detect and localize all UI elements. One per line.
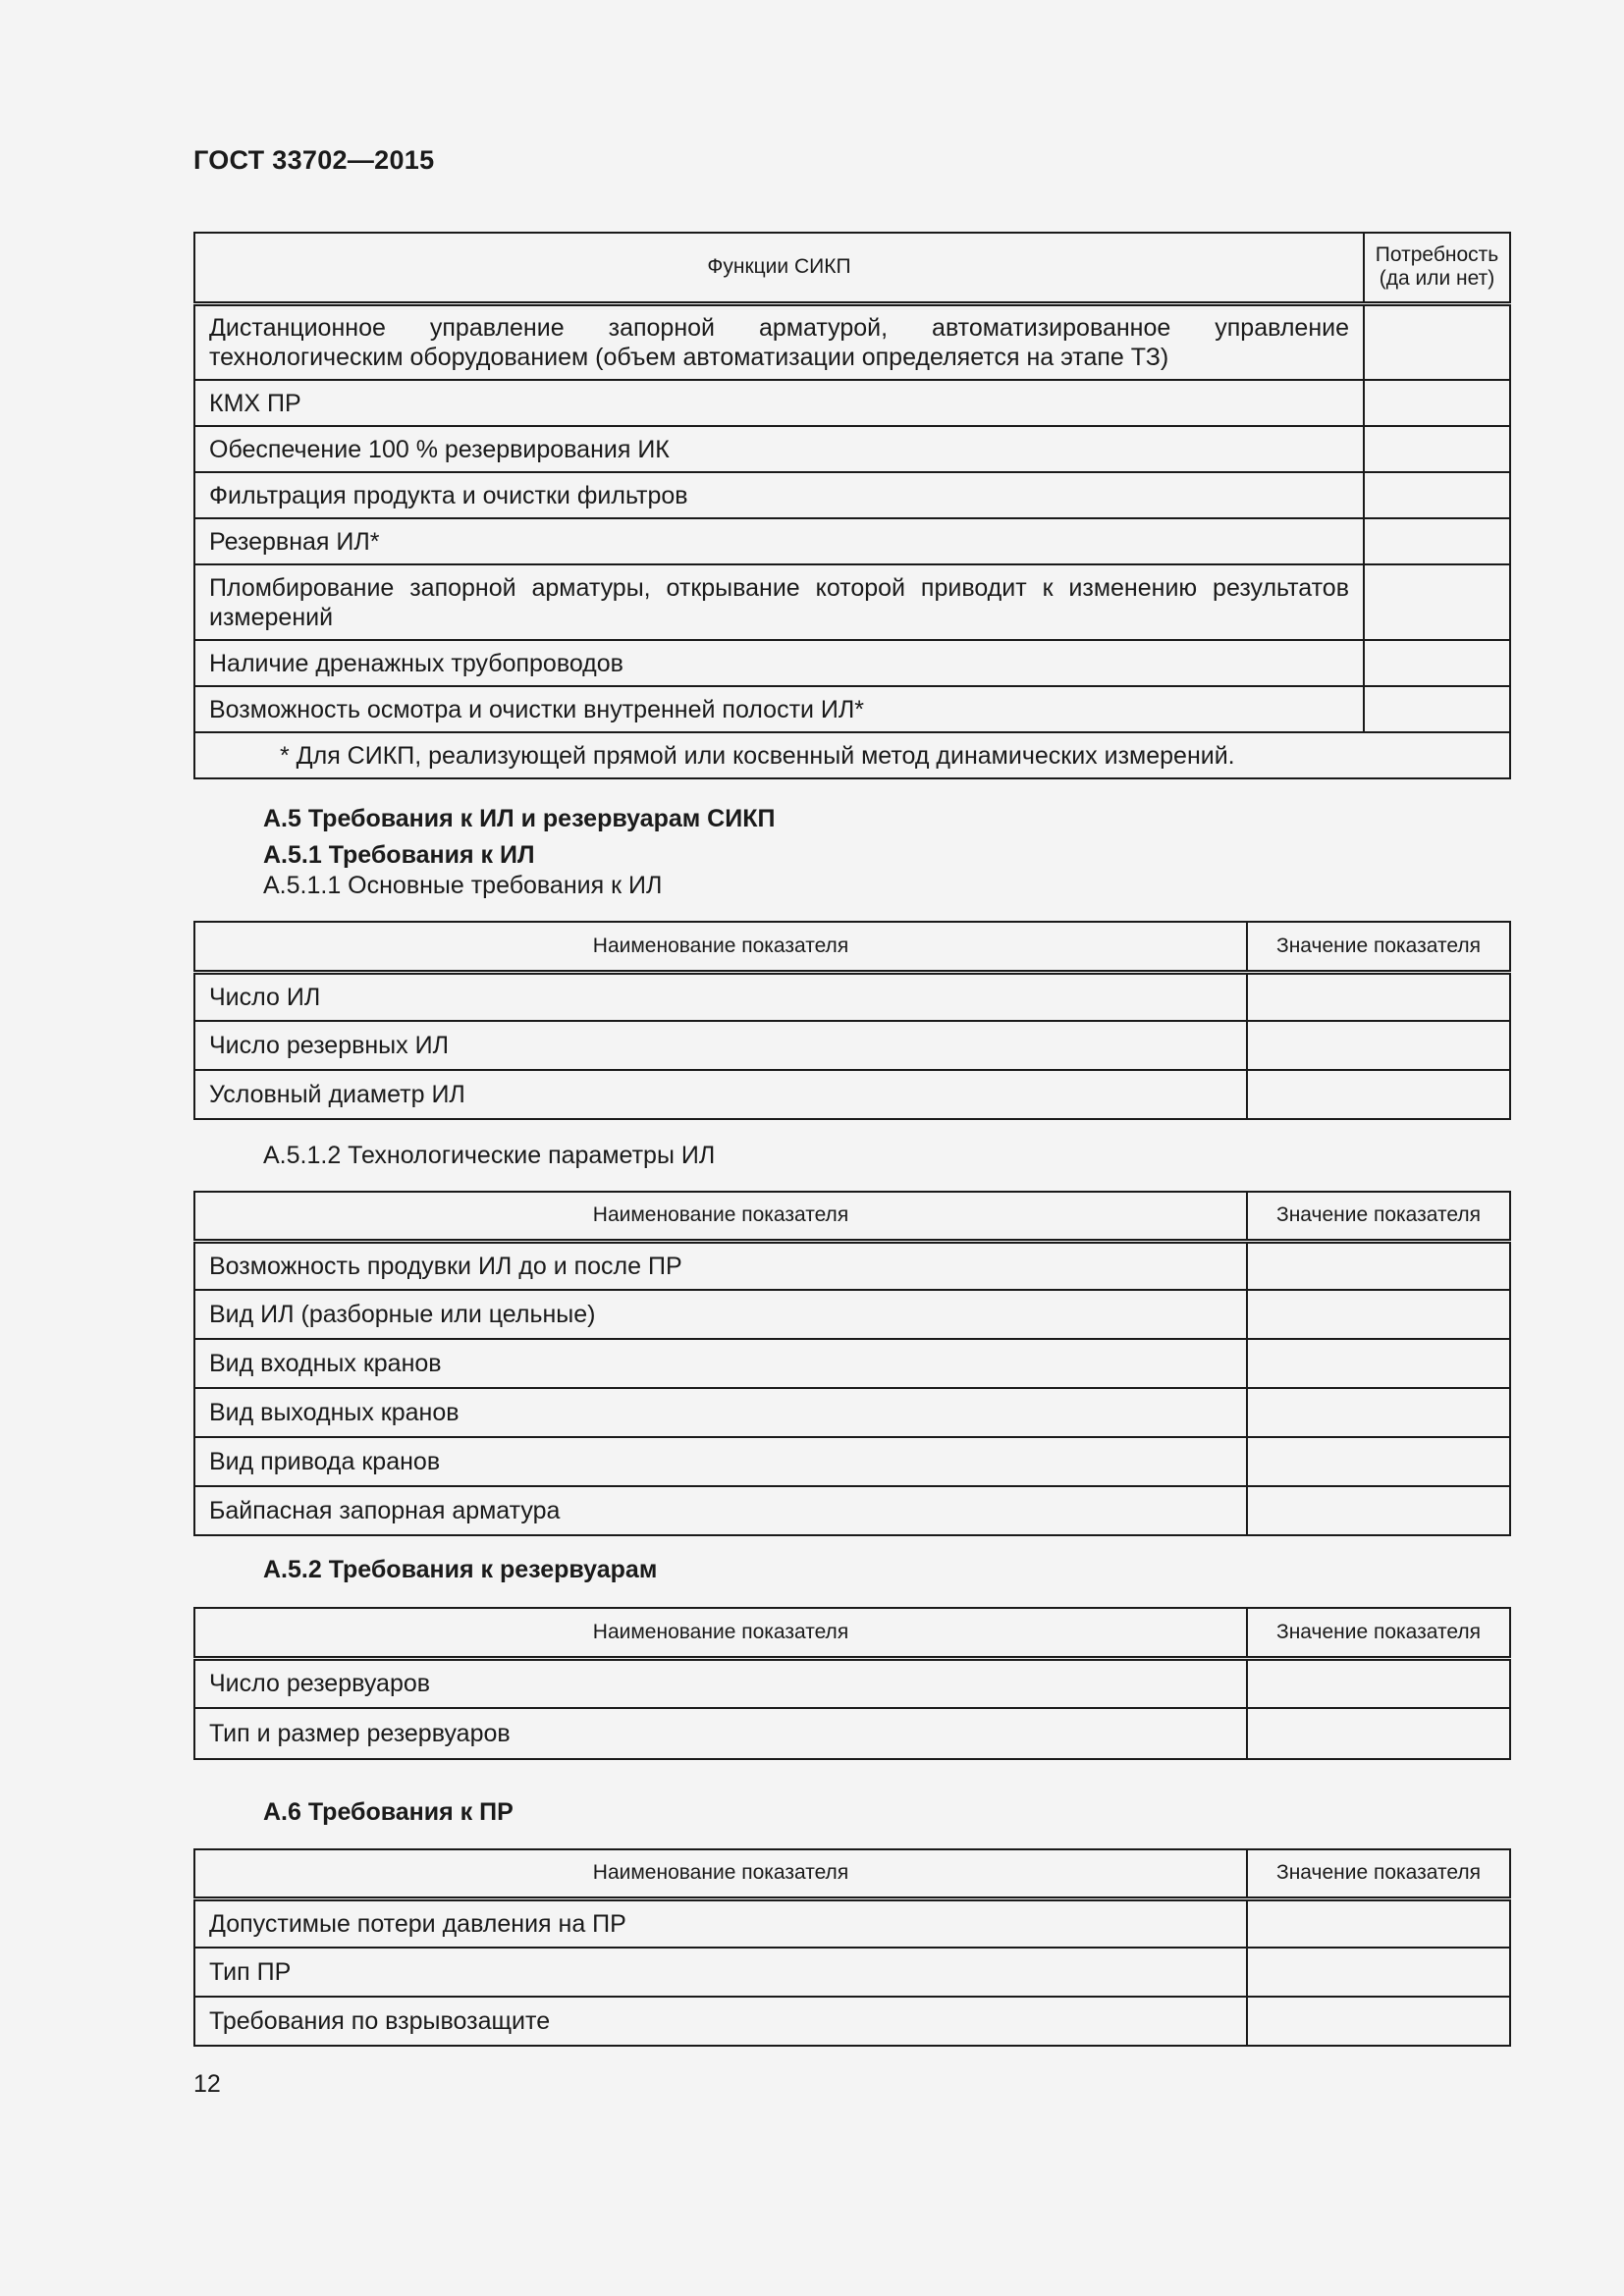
value-cell[interactable] <box>1247 1339 1510 1388</box>
functions-header: Функции СИКП <box>194 233 1364 303</box>
table-row: Возможность продувки ИЛ до и после ПР <box>194 1241 1247 1290</box>
need-header: Потребность (да или нет) <box>1364 233 1510 303</box>
value-cell[interactable] <box>1364 640 1510 686</box>
functions-table <box>193 232 1511 779</box>
indicator-value-header: Значение показателя <box>1247 1608 1510 1658</box>
value-cell[interactable] <box>1364 303 1510 380</box>
table-row: Вид входных кранов <box>194 1339 1247 1388</box>
il-tech-params-table <box>193 1191 1511 1536</box>
table-row: Вид выходных кранов <box>194 1388 1247 1437</box>
value-cell[interactable] <box>1247 1437 1510 1486</box>
indicator-value-header: Значение показателя <box>1247 922 1510 972</box>
page-header: ГОСТ 33702—2015 <box>193 145 435 175</box>
value-cell[interactable] <box>1364 472 1510 518</box>
indicator-value-header: Значение показателя <box>1247 1192 1510 1241</box>
table-row: Число ИЛ <box>194 972 1247 1021</box>
table-row: Тип и размер резервуаров <box>194 1708 1247 1759</box>
table-row: Допустимые потери давления на ПР <box>194 1898 1247 1948</box>
indicator-name-header: Наименование показателя <box>194 1849 1247 1898</box>
table-row: Условный диаметр ИЛ <box>194 1070 1247 1119</box>
table-row: Резервная ИЛ* <box>194 518 1364 564</box>
value-cell[interactable] <box>1247 1290 1510 1339</box>
value-cell[interactable] <box>1247 1898 1510 1948</box>
value-cell[interactable] <box>1364 564 1510 640</box>
table-row: Наличие дренажных трубопроводов <box>194 640 1364 686</box>
value-cell[interactable] <box>1247 1388 1510 1437</box>
table-row: Возможность осмотра и очистки внутренней полости ИЛ* <box>194 686 1364 732</box>
indicator-name-header: Наименование показателя <box>194 922 1247 972</box>
section-a52-title: А.5.2 Требования к резервуарам <box>263 1556 658 1583</box>
value-cell[interactable] <box>1247 1708 1510 1759</box>
table-row: Число резервуаров <box>194 1658 1247 1708</box>
table-row: Пломбирование запорной арматуры, открывание которой приводит к изменению результатов измерений <box>194 564 1364 640</box>
value-cell[interactable] <box>1247 1658 1510 1708</box>
value-cell[interactable] <box>1364 380 1510 426</box>
table-row: Байпасная запорная арматура <box>194 1486 1247 1535</box>
table-row: Вид привода кранов <box>194 1437 1247 1486</box>
table-row: Число резервных ИЛ <box>194 1021 1247 1070</box>
indicator-value-header: Значение показателя <box>1247 1849 1510 1898</box>
table-row: Фильтрация продукта и очистки фильтров <box>194 472 1364 518</box>
value-cell[interactable] <box>1247 972 1510 1021</box>
value-cell[interactable] <box>1247 1948 1510 1997</box>
section-a51-title: А.5.1 Требования к ИЛ <box>263 841 535 869</box>
tanks-table <box>193 1607 1511 1760</box>
value-cell[interactable] <box>1247 1997 1510 2046</box>
table-footnote: * Для СИКП, реализующей прямой или косвенный метод динамических измерений. <box>194 732 1510 778</box>
indicator-name-header: Наименование показателя <box>194 1608 1247 1658</box>
pr-table <box>193 1848 1511 2047</box>
value-cell[interactable] <box>1247 1021 1510 1070</box>
table-row: КМХ ПР <box>194 380 1364 426</box>
il-basic-table <box>193 921 1511 1120</box>
value-cell[interactable] <box>1247 1070 1510 1119</box>
indicator-name-header: Наименование показателя <box>194 1192 1247 1241</box>
table-row: Тип ПР <box>194 1948 1247 1997</box>
value-cell[interactable] <box>1364 426 1510 472</box>
table-row: Требования по взрывозащите <box>194 1997 1247 2046</box>
section-a511-title: А.5.1.1 Основные требования к ИЛ <box>263 872 663 899</box>
value-cell[interactable] <box>1247 1486 1510 1535</box>
table-row: Обеспечение 100 % резервирования ИК <box>194 426 1364 472</box>
table-row: Дистанционное управление запорной арматурой, автоматизированное управление технологическим оборудованием (объем автоматизации определяется на этапе ТЗ) <box>194 303 1364 380</box>
section-a5-title: А.5 Требования к ИЛ и резервуарам СИКП <box>263 805 776 832</box>
section-a6-title: А.6 Требования к ПР <box>263 1798 514 1826</box>
table-row: Вид ИЛ (разборные или цельные) <box>194 1290 1247 1339</box>
value-cell[interactable] <box>1364 686 1510 732</box>
value-cell[interactable] <box>1247 1241 1510 1290</box>
section-a512-title: А.5.1.2 Технологические параметры ИЛ <box>263 1142 716 1169</box>
page-number: 12 <box>193 2070 221 2098</box>
value-cell[interactable] <box>1364 518 1510 564</box>
